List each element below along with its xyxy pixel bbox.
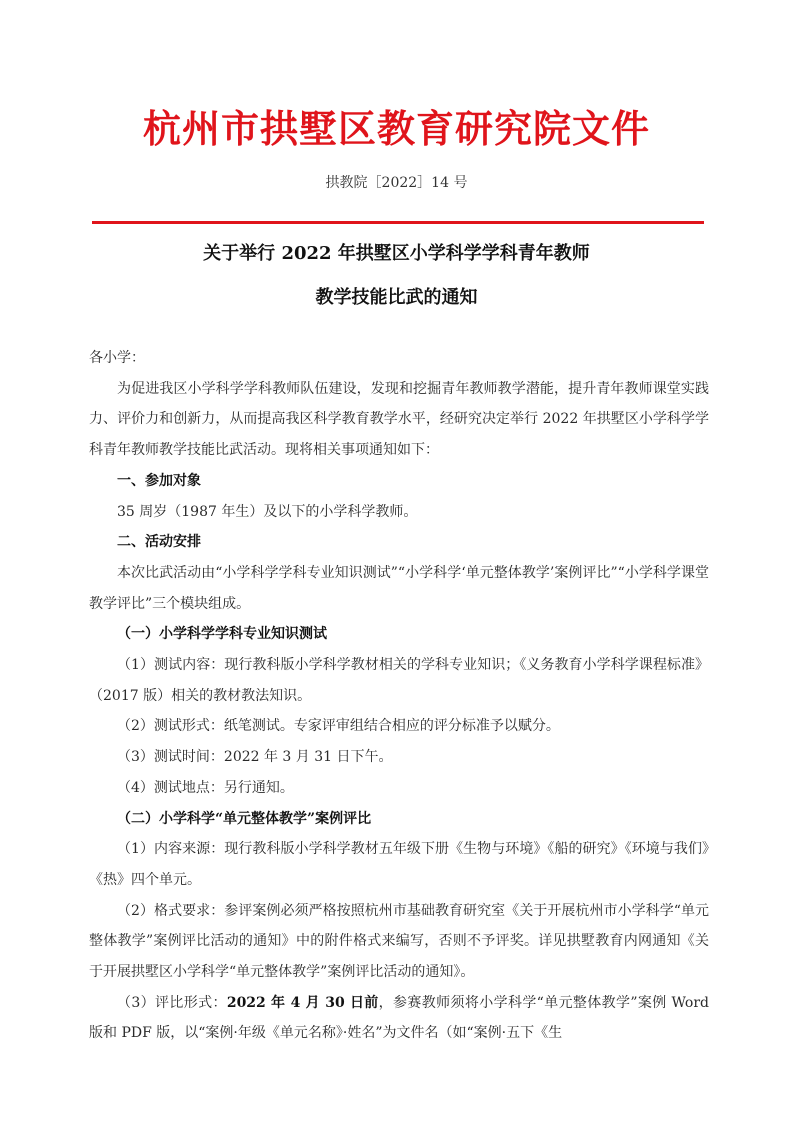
part-1-heading: （一）小学科学学科专业知识测试 <box>117 626 327 643</box>
document-number: 拱教院［2022］14 号 <box>325 175 468 191</box>
part-2-item-3-prefix: （3）评比形式： <box>117 994 227 1011</box>
section-1-text: 35 周岁（1987 年生）及以下的小学科学教师。 <box>117 503 418 520</box>
notice-title-line-2: 教学技能比武的通知 <box>315 287 478 308</box>
intro-paragraph: 为促进我区小学科学学科教师队伍建设，发现和挖掘青年教师教学潜能，提升青年教师课堂实践力、评价力和创新力，从而提高我区科学教育教学水平，经研究决定举行 2022 年拱墅区小学科学学科青年教师教学技能比武活动。现将相关事项通知如下： <box>89 380 709 459</box>
section-1-heading: 一、参加对象 <box>117 472 201 489</box>
section-2-heading: 二、活动安排 <box>117 534 201 551</box>
part-2-item-3-rest: ，参赛教师须将小学科学“单元整体教学”案例 Word 版和 PDF 版，以“案例·年级《单元名称》·姓名”为文件名（如“案例·五下《生 <box>89 994 709 1042</box>
part-2-heading: （二）小学科学“单元整体教学”案例评比 <box>117 810 372 827</box>
part-2-item-1: （1）内容来源：现行教科版小学科学教材五年级下册《生物与环境》《船的研究》《环境与我们》《热》四个单元。 <box>89 841 709 888</box>
part-1-item: （4）测试地点：另行通知。 <box>117 779 294 796</box>
document-header-title: 杭州市拱墅区教育研究院文件 <box>142 107 650 151</box>
notice-title-line-1: 关于举行 2022 年拱墅区小学科学学科青年教师 <box>203 243 590 264</box>
part-1-item: （1）测试内容：现行教科版小学科学教材相关的学科专业知识；《义务教育小学科学课程标准》（2017 版）相关的教材教法知识。 <box>89 657 709 704</box>
document-body <box>89 343 709 1049</box>
part-1-item: （2）测试形式：纸笔测试。专家评审组结合相应的评分标准予以赋分。 <box>117 718 560 735</box>
part-2-item-3 <box>89 988 709 1049</box>
section-2-text: 本次比武活动由“小学科学学科专业知识测试”“小学科学‘单元整体教学’案例评比”“小学科学课堂教学评比”三个模块组成。 <box>89 564 709 612</box>
red-divider-line <box>92 221 704 224</box>
part-1-item: （3）测试时间：2022 年 3 月 31 日下午。 <box>117 749 393 766</box>
deadline-date: 2022 年 4 月 30 日前 <box>226 994 379 1011</box>
salutation: 各小学： <box>89 350 145 366</box>
part-2-item-2: （2）格式要求：参评案例必须严格按照杭州市基础教育研究室《关于开展杭州市小学科学“单元整体教学”案例评比活动的通知》中的附件格式来编写，否则不予评奖。详见拱墅教育内网通知《关于开展拱墅区小学科学“单元整体教学”案例评比活动的通知》。 <box>89 902 709 981</box>
